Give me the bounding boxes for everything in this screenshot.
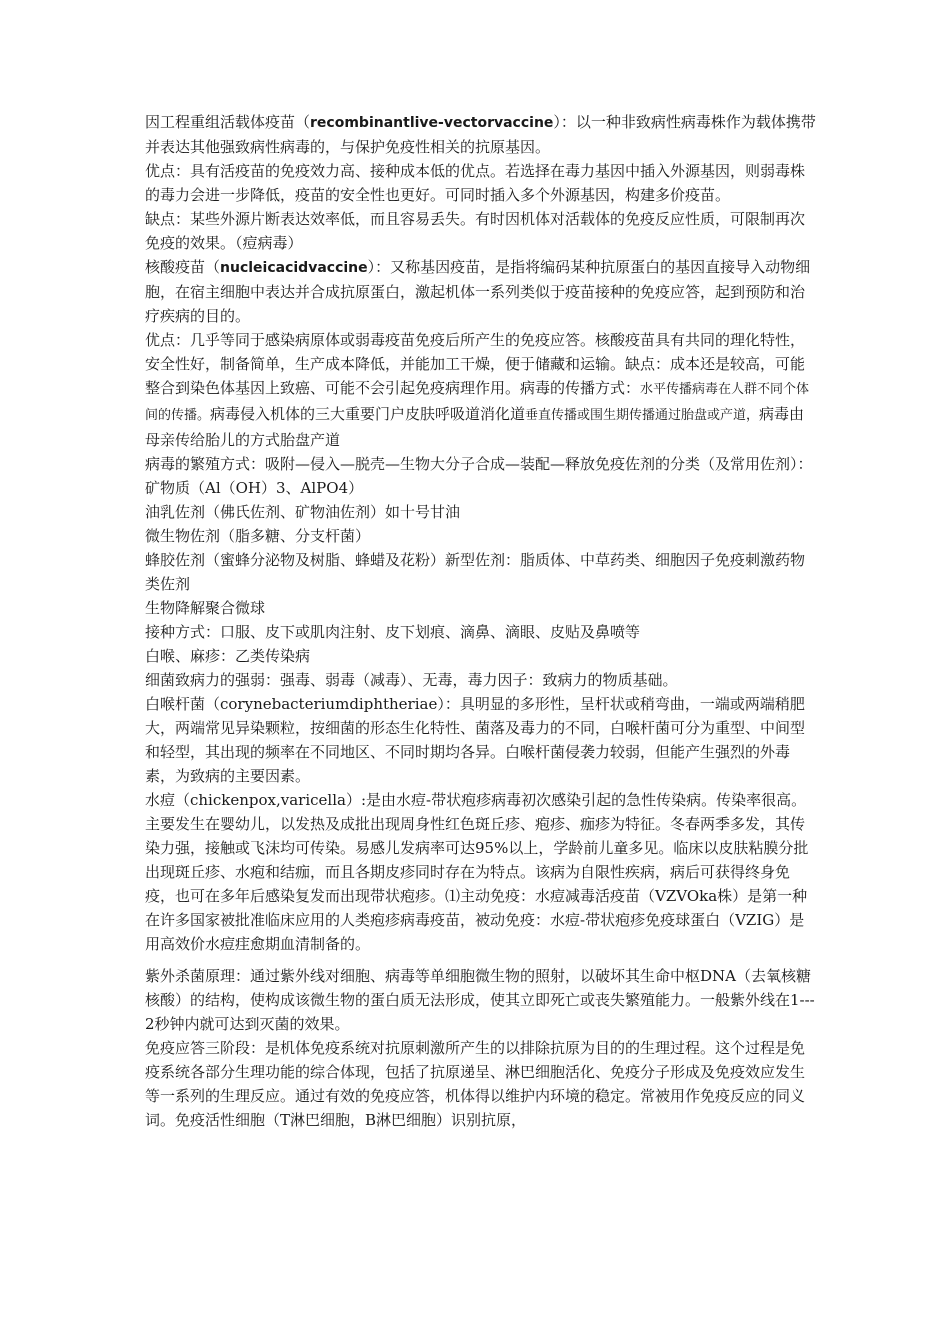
paragraph-text: 因工程重组活载体疫苗（ <box>145 113 311 131</box>
paragraph-text: 生物降解聚合微球 <box>145 599 266 617</box>
paragraph <box>145 692 817 788</box>
paragraph-text: 水痘（chickenpox,varicella）:是由水痘-带状疱疹病毒初次感染引起的急性传染病。传染率很高。主要发生在婴幼儿，以发热及成批出现周身性红色斑丘疹、疱疹、痂疹为特征。冬春两季多发，其传染力强，接触或飞沫均可传染。易感儿发病率可达95%以上，学龄前儿童多见。临床以皮肤粘膜分批出现斑丘疹、水疱和结痂，而且各期皮疹同时存在为特点。该病为自限性疾病，病后可获得终身免疫，也可在多年后感染复发而出现带状疱疹。⑴主动免疫：水痘减毒活疫苗（VZVOka株）是第一种在许多国家被批准临床应用的人类疱疹病毒疫苗，被动免疫：水痘-带状疱疹免疫球蛋白（VZIG）是用高效价水痘疰愈期血清制备的。 <box>145 791 809 953</box>
paragraph <box>145 1036 817 1132</box>
paragraph-text: 优点：具有活疫苗的免疫效力高、接种成本低的优点。若选择在毒力基因中插入外源基因，则弱毒株的毒力会进一步降低，疫苗的安全性也更好。可同时插入多个外源基因，构建多价疫苗。 <box>145 162 806 204</box>
paragraph-text: ）：以一种非致病性病毒株作为载体携带并表达其他强致病性病毒的，与保护免疫性相关的抗原基因。 <box>145 113 816 156</box>
paragraph-text: 病毒的繁殖方式：吸附—侵入—脱壳—生物大分子合成—装配—释放免疫佐剂的分类（及常用佐剂）： <box>145 455 813 473</box>
paragraph-text: 免疫应答三阶段：是机体免疫系统对抗原刺激所产生的以排除抗原为目的的生理过程。这个过程是免疫系统各部分生理功能的综合体现，包括了抗原递呈、淋巴细胞活化、免疫分子形成及免疫效应发生等一系列的生理反应。通过有效的免疫应答，机体得以维护内环境的稳定。常被用作免疫反应的同义词。免疫活性细胞（T淋巴细胞，B淋巴细胞）识别抗原， <box>145 1039 806 1129</box>
paragraph-text: 白喉杆菌（corynebacteriumdiphtheriae）：具明显的多形性，呈杆状或稍弯曲，一端或两端稍肥大，两端常见异染颗粒，按细菌的形态生化特性、菌落及毒力的不同，白喉杆菌可分为重型、中间型和轻型，其出现的频率在不同地区、不同时期均各异。白喉杆菌侵袭力较弱，但能产生强烈的外毒素，为致病的主要因素。 <box>145 695 806 785</box>
paragraph-text: 垂直传播或围生期传播通过胎盘或产道， <box>525 408 760 423</box>
paragraph-text: 蜂胶佐剂（蜜蜂分泌物及树脂、蜂蜡及花粉）新型佐剂：脂质体、中草药类、细胞因子免疫刺激药物类佐剂 <box>145 551 806 593</box>
paragraph-text: ）：又称基因疫苗，是指将编码某种抗原蛋白的基因直接导入动物细胞，在宿主细胞中表达并合成抗原蛋白，激起机体一系列类似于疫苗接种的免疫应答，起到预防和治疗疾病的目的。 <box>145 258 811 325</box>
paragraph-text: 优点：几乎等同于感染病原体或弱毒疫苗免疫后所产生的免疫应答。核酸疫苗具有共同的理化特性，安全性好，制备简单，生产成本降低，并能加工干燥，便于储藏和运输。缺点：成本还是较高，可能整合到染色体基因上致癌、可能不会引起免疫病理作用。病毒的传播方式： <box>145 331 806 397</box>
paragraph <box>145 668 817 692</box>
paragraph <box>145 328 817 452</box>
paragraph <box>145 596 817 620</box>
paragraph-text: 接种方式：口服、皮下或肌肉注射、皮下划痕、滴鼻、滴眼、皮贴及鼻喷等 <box>145 623 641 641</box>
paragraph-text: 细菌致病力的强弱：强毒、弱毒（减毒）、无毒，毒力因子：致病力的物质基础。 <box>145 671 678 689</box>
paragraph-text: 水平传播病毒在人群不同个体间的传播。 <box>145 382 810 423</box>
paragraph <box>145 476 817 500</box>
paragraph-text: 微生物佐剂（脂多糖、分支杆菌） <box>145 527 371 545</box>
term-english: recombinantlive-vectorvaccine <box>310 115 554 131</box>
paragraph <box>145 548 817 596</box>
paragraph <box>145 207 817 255</box>
paragraph-text: 矿物质（Al（OH）3、AlPO4） <box>145 479 364 497</box>
paragraph <box>145 255 817 328</box>
paragraph-text: 病毒由母亲传给胎儿的方式胎盘产道 <box>145 405 805 449</box>
paragraph-text: 病毒侵入机体的三大重要门户皮肤呼吸道消化道 <box>210 405 526 423</box>
paragraph-text: 紫外杀菌原理：通过紫外线对细胞、病毒等单细胞微生物的照射，以破坏其生命中枢DNA（去氧核糖核酸）的结构，使构成该微生物的蛋白质无法形成，使其立即死亡或丧失繁殖能力。一般紫外线在1---2秒钟内就可达到灭菌的效果。 <box>145 967 815 1033</box>
paragraph <box>145 500 817 524</box>
paragraph <box>145 159 817 207</box>
paragraph-text: 白喉、麻疹：乙类传染病 <box>145 647 311 665</box>
paragraph <box>145 620 817 644</box>
term-english: nucleicacidvaccine <box>220 260 368 276</box>
paragraph <box>145 788 817 956</box>
paragraph-text: 核酸疫苗（ <box>145 258 221 276</box>
paragraph <box>145 452 817 476</box>
paragraph <box>145 644 817 668</box>
paragraph <box>145 110 817 159</box>
paragraph <box>145 964 817 1036</box>
paragraph-text: 缺点：某些外源片断表达效率低，而且容易丢失。有时因机体对活载体的免疫反应性质，可限制再次免疫的效果。（痘病毒） <box>145 210 806 252</box>
document-body <box>145 110 817 1132</box>
paragraph <box>145 524 817 548</box>
paragraph-text: 油乳佐剂（佛氏佐剂、矿物油佐剂）如十号甘油 <box>145 503 461 521</box>
